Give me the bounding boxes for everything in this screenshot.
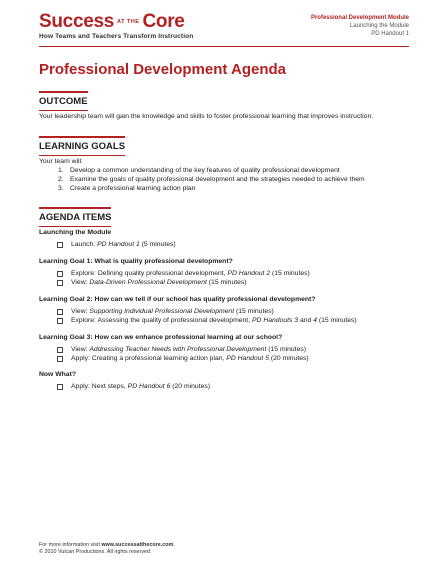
checkbox[interactable] [57, 271, 63, 277]
checkbox[interactable] [57, 309, 63, 315]
outcome-heading: OUTCOME [39, 91, 88, 111]
brand-wordmark [39, 12, 193, 32]
agenda-item: Explore: Assessing the quality of professional development, PD Handouts 3 and 4 (15 minutes) [57, 316, 357, 325]
list-item: 3. Create a professional learning action plan [58, 185, 196, 192]
checkbox[interactable] [57, 356, 63, 362]
page-title: Professional Development Agenda [39, 61, 287, 78]
agenda-item: Explore: Defining quality professional development, PD Handout 2 (15 minutes) [57, 269, 310, 278]
agenda-item: Apply: Creating a professional learning action plan, PD Handout 5 (20 minutes) [57, 354, 309, 363]
learning-goals-intro: Your team will: [39, 158, 83, 165]
page-footer: For more information visit www.successatthecore.com. © 2010 Vulcan Productions. All rights reserved. [39, 542, 175, 555]
outcome-text: Your leadership team will gain the knowledge and skills to foster professional learning that improves instruction. [39, 113, 374, 120]
agenda-item: View: Data-Driven Professional Development (15 minutes) [57, 278, 247, 287]
brand-logo [39, 12, 193, 40]
brand-part2: Core [142, 11, 185, 32]
checkbox[interactable] [57, 384, 63, 390]
agenda-item: Apply: Next steps, PD Handout 6 (20 minutes) [57, 382, 210, 391]
module-title: Professional Development Module [310, 15, 409, 21]
handout-label: PD Handout 1 [371, 31, 409, 37]
checkbox[interactable] [57, 280, 63, 286]
brand-part1: Success [39, 11, 115, 32]
list-item: 2. Examine the goals of quality professional development and the strategies needed to achieve them [58, 176, 365, 183]
module-meta [311, 14, 409, 38]
agenda-heading: AGENDA ITEMS [39, 207, 111, 227]
brand-tagline: How Teams and Teachers Transform Instruction [39, 33, 194, 40]
agenda-item: View: Addressing Teacher Needs with Professional Development (15 minutes) [57, 345, 306, 354]
checkbox[interactable] [57, 242, 63, 248]
agenda-item: Launch: PD Handout 1 (5 minutes) [57, 240, 176, 249]
agenda-item: View: Supporting Individual Professional Development (15 minutes) [57, 307, 274, 316]
checkbox[interactable] [57, 347, 63, 353]
list-item: 1. Develop a common understanding of the key features of quality professional development [58, 167, 340, 174]
agenda-group-title: Learning Goal 3: How can we enhance professional learning at our school? [39, 334, 283, 341]
agenda-group-title: Learning Goal 2: How can we tell if our school has quality professional development? [39, 296, 316, 303]
learning-goals-list [58, 166, 365, 193]
brand-mid: AT THE [117, 18, 140, 25]
header-divider [39, 46, 409, 47]
agenda-group-title: Now What? [39, 371, 76, 378]
page-header [39, 12, 409, 46]
agenda-group-title: Learning Goal 1: What is quality professional development? [39, 258, 233, 265]
copyright: © 2010 Vulcan Productions. All rights reserved. [39, 549, 152, 555]
agenda-group-title: Launching the Module [39, 229, 112, 236]
website-link[interactable]: www.successatthecore.com [101, 542, 174, 548]
checkbox[interactable] [57, 318, 63, 324]
learning-goals-heading: LEARNING GOALS [39, 136, 125, 156]
module-section: Launching the Module [349, 23, 409, 29]
